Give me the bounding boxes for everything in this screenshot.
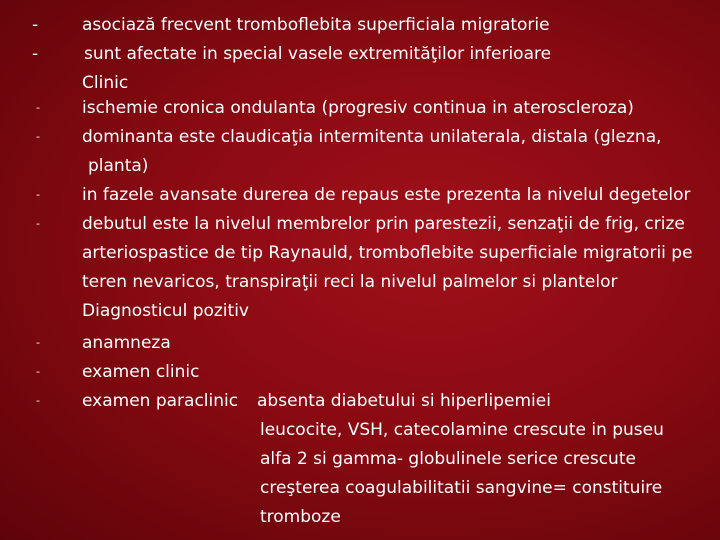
section-heading-diagnostic: Diagnosticul pozitiv	[82, 301, 249, 321]
text-line: arteriospastice de tip Raynauld, tromboflebite superficiale migratorii pe	[82, 243, 693, 263]
text-line: anamneza	[82, 333, 171, 353]
bullet-dash: -	[36, 217, 40, 230]
bullet-dash: -	[36, 101, 40, 114]
text-line: teren nevaricos, transpiraţii reci la nivelul palmelor si plantelor	[82, 272, 618, 292]
text-line: alfa 2 si gamma- globulinele serice crescute	[260, 449, 636, 469]
text-line: asociază frecvent tromboflebita superficiala migratorie	[82, 15, 550, 35]
text-line: planta)	[88, 156, 149, 176]
text-line: examen paraclinic	[82, 391, 239, 411]
bullet-dash: -	[36, 188, 40, 201]
text-line: debutul este la nivelul membrelor prin parestezii, senzaţii de frig, crize	[82, 214, 685, 234]
bullet-dash: -	[36, 394, 40, 407]
text-line: dominanta este claudicaţia intermitenta unilaterala, distala (glezna,	[82, 127, 662, 147]
bullet-dash: -	[36, 336, 40, 349]
bullet-dash: -	[32, 44, 39, 64]
bullet-dash: -	[36, 130, 40, 143]
bullet-dash: -	[32, 15, 39, 35]
text-line: absenta diabetului si hiperlipemiei	[257, 391, 551, 411]
section-heading-clinic: Clinic	[82, 73, 129, 93]
text-line: sunt afectate in special vasele extremităţilor inferioare	[84, 44, 552, 64]
text-line: creşterea coagulabilitatii sangvine= constituire	[260, 478, 663, 498]
text-line: examen clinic	[82, 362, 200, 382]
text-line: in fazele avansate durerea de repaus este prezenta la nivelul degetelor	[82, 185, 691, 205]
bullet-dash: -	[36, 365, 40, 378]
text-line: tromboze	[260, 507, 341, 527]
text-line: ischemie cronica ondulanta (progresiv continua in ateroscleroza)	[82, 98, 634, 118]
text-line: leucocite, VSH, catecolamine crescute in puseu	[260, 420, 664, 440]
